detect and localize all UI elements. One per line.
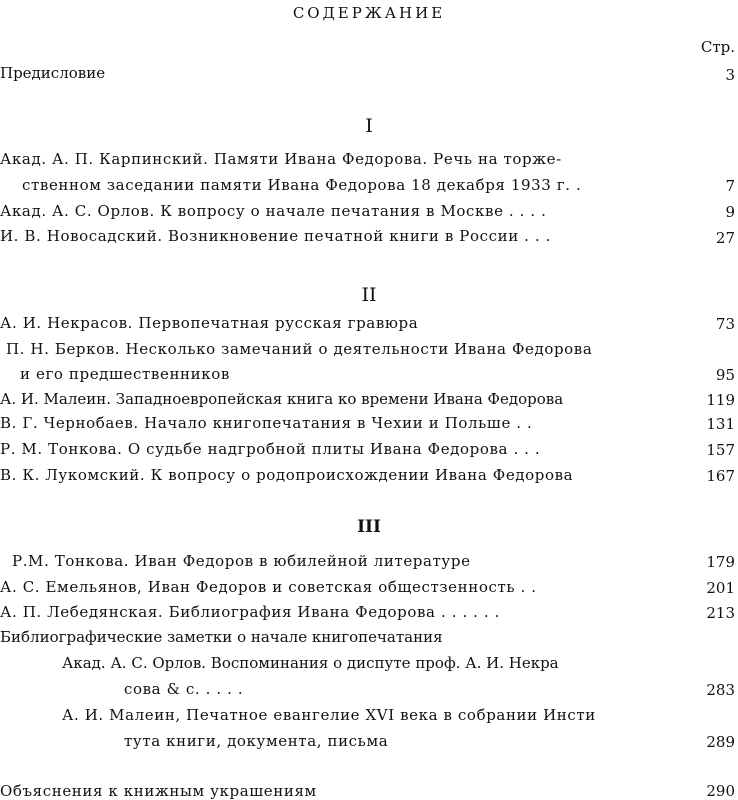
toc-entry-3-2-page: 201: [706, 579, 735, 597]
toc-entry-3-6-line2: тута книги, документа, письма: [124, 732, 389, 750]
toc-entry-1-1-line1: Акад. А. П. Карпинский. Памяти Ивана Федорова. Речь на торже-: [0, 150, 562, 168]
section-numeral-1: I: [365, 115, 373, 137]
closing-title: Объяснения к книжным украшениям: [0, 782, 317, 800]
toc-entry-2-2-line1: П. Н. Берков. Несколько замечаний о деятельности Ивана Федорова: [6, 340, 593, 358]
toc-entry-3-6-line1: А. И. Малеин, Печатное евангелие XVI века в собрании Инсти: [62, 706, 596, 724]
closing-page: 290: [706, 782, 735, 800]
toc-entry-3-1-page: 179: [706, 553, 735, 571]
preface-title: Предисловие: [0, 64, 106, 82]
toc-entry-2-1: А. И. Некрасов. Первопечатная русская гравюра: [0, 314, 419, 332]
page-title: СОДЕРЖАНИЕ: [292, 4, 446, 22]
section-numeral-3: III: [357, 517, 381, 537]
toc-entry-1-3-page: 27: [715, 229, 735, 247]
toc-entry-2-4: В. Г. Чернобаев. Начало книгопечатания в Чехии и Польше . .: [0, 414, 533, 432]
toc-entry-3-5-line1: Акад. А. С. Орлов. Воспоминания о диспуте проф. А. И. Некра: [62, 654, 559, 672]
toc-entry-2-2-line2: и его предшественников: [20, 365, 230, 383]
toc-entry-2-4-page: 131: [706, 415, 735, 433]
toc-entry-3-2: А. С. Емельянов, Иван Федоров и советская общестзенность . .: [0, 578, 537, 596]
toc-entry-3-6-page: 289: [706, 733, 735, 751]
toc-entry-3-3-page: 213: [706, 604, 735, 622]
toc-entry-1-2: Акад. А. С. Орлов. К вопросу о начале печатания в Москве . . . .: [0, 202, 547, 220]
toc-entry-3-5-page: 283: [706, 681, 735, 699]
toc-entry-2-6-page: 167: [706, 467, 735, 485]
toc-entry-2-6: В. К. Лукомский. К вопросу о родопроисхождении Ивана Федорова: [0, 466, 574, 484]
toc-entry-1-3: И. В. Новосадский. Возникновение печатной книги в России . . .: [0, 227, 552, 245]
toc-entry-3-5-line2: сова & с. . . . .: [124, 680, 244, 698]
toc-entry-2-2-page: 95: [715, 366, 735, 384]
toc-entry-2-5: Р. М. Тонкова. О судьбе надгробной плиты Ивана Федорова . . .: [0, 440, 541, 458]
toc-entry-1-1-page: 7: [725, 177, 735, 195]
toc-entry-2-1-page: 73: [715, 315, 735, 333]
toc-entry-3-4: Библиографические заметки о начале книгопечатания: [0, 628, 443, 646]
toc-entry-3-3: А. П. Лебедянская. Библиография Ивана Федорова . . . . . .: [0, 603, 501, 621]
toc-entry-2-5-page: 157: [706, 441, 735, 459]
section-numeral-2: II: [361, 284, 377, 306]
page-column-label: Стр.: [700, 38, 735, 56]
toc-entry-1-2-page: 9: [725, 203, 735, 221]
preface-page: 3: [725, 66, 735, 84]
toc-entry-2-3: А. И. Малеин. Западноевропейская книга ко времени Ивана Федорова: [0, 390, 564, 408]
toc-entry-3-1: Р.М. Тонкова. Иван Федоров в юбилейной литературе: [12, 552, 471, 570]
toc-entry-2-3-page: 119: [706, 391, 735, 409]
toc-entry-1-1-line2: ственном заседании памяти Ивана Федорова 18 декабря 1933 г. .: [22, 176, 582, 194]
